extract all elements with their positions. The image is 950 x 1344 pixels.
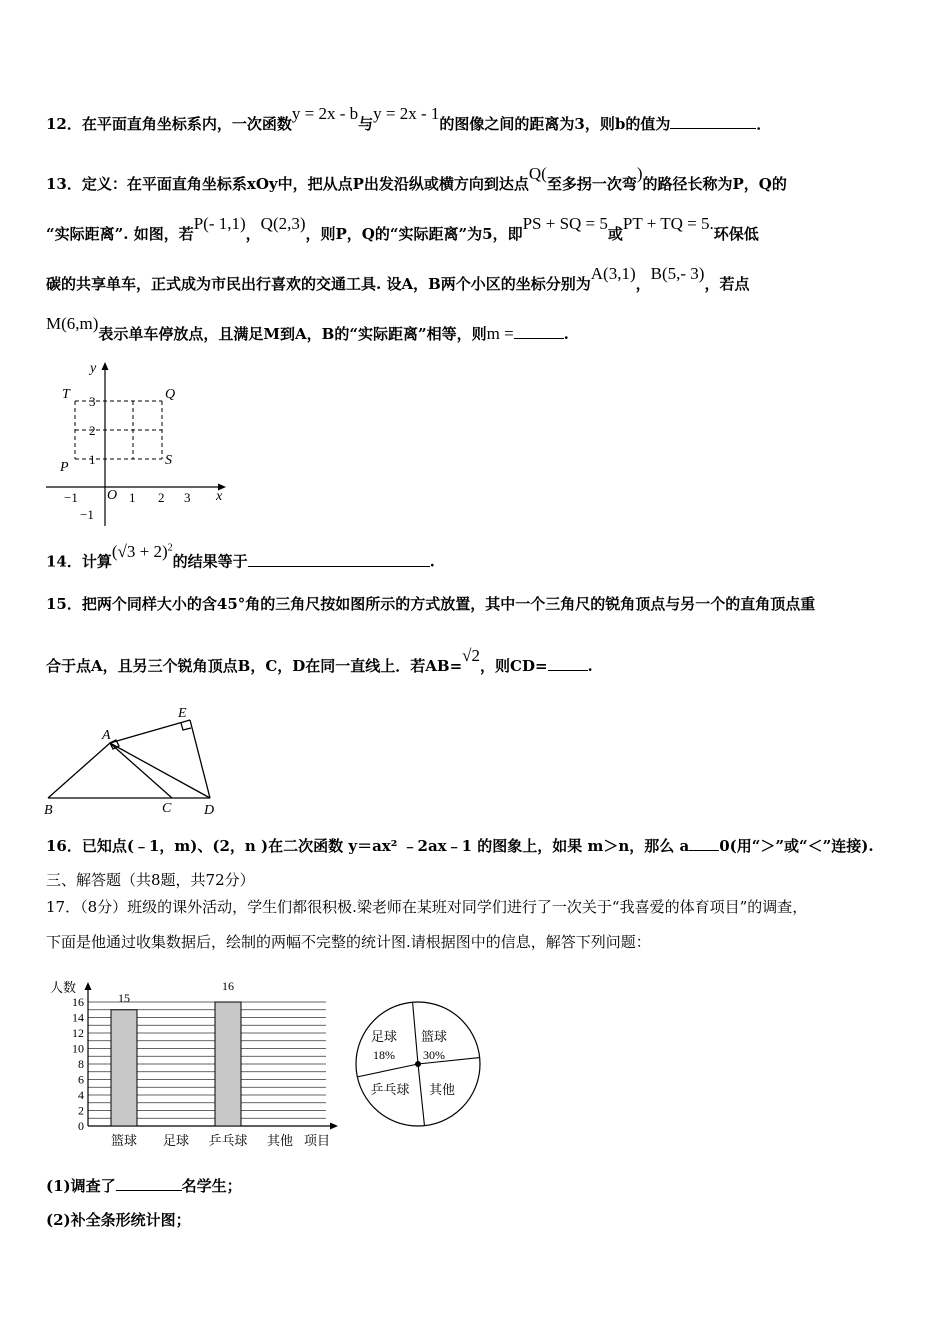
- y-tick-label: 4: [78, 1088, 84, 1102]
- q13-text: 至多拐一次弯: [546, 175, 637, 193]
- x-tick-neg1: −1: [64, 490, 78, 505]
- question-17-line1: 17．（8分）班级的课外活动，学生们都很积极.梁老师在某班对同学们进行了一次关于“我喜爱的体育项目”的调查，: [46, 898, 808, 916]
- x-category-label: 乒乓球: [208, 1133, 248, 1148]
- q12-expr1: y = 2x - b: [291, 104, 359, 123]
- pie-percent-label: 18%: [373, 1048, 395, 1062]
- pie-slice-label: 其他: [428, 1082, 456, 1097]
- x-tick-2: 2: [158, 490, 165, 505]
- q13-text: ，若点: [704, 275, 750, 293]
- q15-answer-blank: [548, 656, 588, 671]
- bar: [111, 1010, 137, 1126]
- q12-text3: 的图像之间的距离为3，则b的值为: [439, 115, 671, 133]
- q13-number: 13．: [46, 175, 82, 193]
- question-15-line2: [46, 646, 593, 676]
- q17-sub1-text: (1)调查了: [46, 1177, 116, 1195]
- q12-end: ．: [756, 115, 772, 133]
- y-tick-3: 3: [89, 394, 96, 409]
- q15-number: 15．: [46, 595, 82, 613]
- q14-text: 的结果等于: [172, 552, 248, 571]
- segment-ed: [190, 720, 210, 798]
- y-tick-label: 2: [78, 1103, 84, 1118]
- q17-sub1-text: 名学生；: [181, 1177, 242, 1195]
- segment-ac: [110, 743, 172, 798]
- q13-answer-blank: [514, 324, 564, 339]
- q12-number: 12．: [46, 115, 82, 133]
- q13-eq1: PS + SQ = 5: [522, 214, 608, 233]
- x-category-label: 篮球: [110, 1133, 138, 1148]
- y-tick-label: 6: [78, 1072, 84, 1087]
- q13-point-q: Q(: [528, 164, 547, 183]
- q13-point-p: P(- 1,1): [193, 214, 246, 233]
- q13-text: 的路径长称为P，Q的: [642, 175, 787, 193]
- section-3-header: 三、解答题（共8题，共72分）: [46, 871, 255, 889]
- pie-slice-separator: [357, 1064, 418, 1077]
- pie-center-dot: [415, 1061, 421, 1067]
- q13-end: .: [563, 325, 569, 343]
- q14-number: 14．: [46, 552, 82, 571]
- point-p-label: P: [60, 460, 69, 475]
- q13-text: 碳的共享单车，正式成为市民出行喜欢的交通工具. 设A，B两个小区的坐标分别为: [46, 275, 591, 293]
- y-axis-arrow: [102, 362, 109, 370]
- x-category-label: 其他: [266, 1133, 294, 1148]
- question-13-line2: [46, 214, 759, 244]
- q13-eq2: PT + TQ = 5.: [622, 214, 714, 233]
- point-d-label: D: [204, 803, 215, 818]
- question-17-sub2: (2)补全条形统计图；: [46, 1211, 191, 1229]
- y-axis-label: y: [90, 361, 97, 376]
- q14-end: .: [429, 552, 435, 571]
- pie-chart: [346, 994, 496, 1134]
- q13-text: 或: [607, 225, 623, 243]
- bar-data-label: 16: [222, 979, 234, 993]
- bar: [215, 1002, 241, 1126]
- question-13-line4: [46, 314, 569, 344]
- q14-expr: [112, 542, 173, 561]
- bar-chart: [44, 976, 344, 1152]
- q16-text: 已知点(﹣1，m)、(2，n )在二次函数 y＝ax² ﹣2ax﹣1 的图象上，如果 m＞n，那么 a: [81, 837, 690, 855]
- x-axis-arrow: [330, 1123, 338, 1130]
- question-15-line1: [46, 594, 815, 614]
- x-tick-1: 1: [129, 490, 136, 505]
- y-tick-label: 14: [72, 1010, 84, 1025]
- q12-text1: 在平面直角坐标系内，一次函数: [81, 115, 292, 133]
- bar-data-label: 15: [118, 990, 130, 1005]
- origin-label: O: [107, 488, 118, 503]
- y-tick-neg1: −1: [80, 507, 94, 522]
- q16-number: 16．: [46, 837, 82, 855]
- q14-answer-blank: [248, 552, 430, 567]
- q13-point-a: A(3,1): [590, 264, 636, 283]
- y-tick-label: 0: [78, 1119, 84, 1133]
- q13-text: 定义：在平面直角坐标系xOy中，把从点P出发沿纵或横方向到达点: [81, 175, 529, 193]
- q13-coordinate-figure: [44, 356, 244, 528]
- y-tick-label: 10: [72, 1041, 84, 1056]
- question-13-line1: [46, 164, 787, 194]
- question-12: [46, 104, 772, 134]
- q14-expr-exponent: 2: [167, 542, 173, 553]
- q13-text: 环保低: [713, 225, 759, 243]
- q16-answer-blank: [689, 836, 719, 851]
- q16-text: 0(用“＞”或“＜”连接).: [719, 837, 874, 855]
- point-q-label: Q: [165, 387, 176, 402]
- segment-ae: [110, 720, 190, 743]
- q13-m-eq: m =: [486, 324, 514, 343]
- q15-text: ，则CD=: [480, 657, 548, 675]
- pie-slice-label: 足球: [370, 1029, 398, 1044]
- q12-answer-blank: [670, 114, 756, 129]
- y-tick-label: 16: [72, 995, 84, 1009]
- y-tick-label: 12: [72, 1026, 84, 1040]
- point-a-label: A: [102, 728, 111, 743]
- x-tick-3: 3: [184, 490, 191, 505]
- point-e-label: E: [178, 706, 187, 721]
- x-axis-label: x: [216, 489, 223, 504]
- question-16: [46, 836, 874, 856]
- q13-paren: ): [636, 164, 643, 183]
- q12-expr2: y = 2x - 1: [373, 104, 440, 123]
- question-13-line3: [46, 264, 750, 294]
- x-category-label: 足球: [162, 1133, 190, 1148]
- segment-ab: [48, 743, 110, 798]
- point-c-label: C: [162, 801, 172, 816]
- pie-percent-label: 30%: [423, 1048, 445, 1062]
- pie-slice-separator: [418, 1064, 424, 1126]
- pie-slice-separator: [413, 1002, 418, 1064]
- x-axis-title: 项目: [304, 1133, 331, 1148]
- q14-text: 计算: [81, 552, 112, 571]
- y-tick-label: 8: [78, 1057, 84, 1071]
- q13-point-m: M(6,m): [46, 314, 99, 333]
- point-s-label: S: [165, 453, 172, 468]
- q13-point-b: B(5,- 3): [650, 264, 705, 283]
- y-tick-2: 2: [89, 423, 96, 438]
- question-17-line2: 下面是他通过收集数据后，绘制的两幅不完整的统计图.请根据图中的信息，解答下列问题：: [46, 933, 651, 951]
- q13-text: “实际距离”. 如图，若: [46, 225, 194, 243]
- q15-end: .: [587, 657, 593, 675]
- q15-text: 把两个同样大小的含45°角的三角尺按如图所示的方式放置，其中一个三角尺的锐角顶点与另一个的直角顶点重: [81, 595, 816, 613]
- right-angle-mark-e: [181, 723, 191, 730]
- q13-text: 表示单车停放点，且满足M到A，B的“实际距离”相等，则: [98, 325, 487, 343]
- q13-text: ，: [245, 225, 261, 243]
- q15-text: 合于点A，且另三个锐角顶点B，C，D在同一直线上．若AB=: [46, 657, 463, 675]
- y-tick-1: 1: [89, 452, 96, 467]
- y-axis-arrow: [85, 982, 92, 990]
- q13-text: ，: [635, 275, 651, 293]
- q13-point-q2: Q(2,3): [260, 214, 306, 233]
- question-17-sub1: [46, 1176, 242, 1196]
- q17-sub1-blank: [116, 1176, 182, 1191]
- y-axis-title: 人数: [50, 980, 77, 995]
- point-t-label: T: [62, 387, 70, 402]
- q14-expr-base: (√3 + 2): [111, 541, 168, 561]
- q13-text: ，则P，Q的“实际距离”为5，即: [305, 225, 523, 243]
- pie-slice-label: 篮球: [420, 1029, 448, 1044]
- segment-ad: [110, 743, 210, 798]
- q12-text2: 与: [358, 115, 374, 133]
- q15-triangle-figure: [40, 700, 230, 820]
- q15-sqrt2: √2: [462, 646, 480, 665]
- pie-slice-label: 乒乓球: [370, 1082, 410, 1097]
- question-14: [46, 541, 435, 572]
- point-b-label: B: [44, 803, 53, 818]
